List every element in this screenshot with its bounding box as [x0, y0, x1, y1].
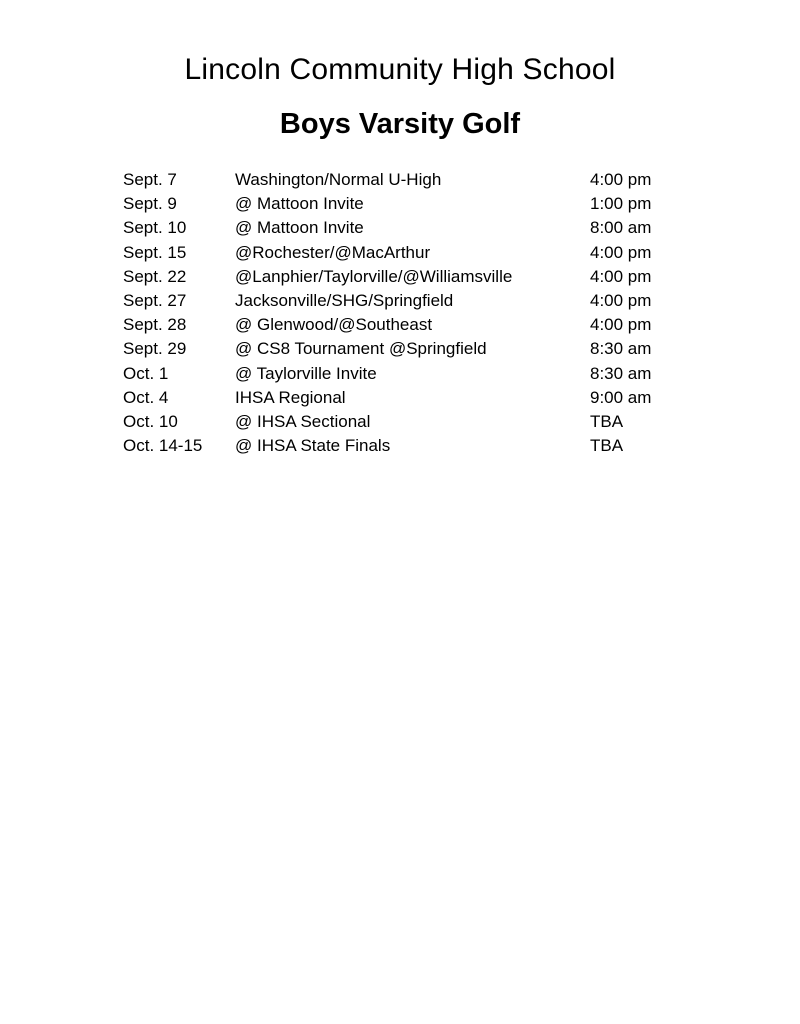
- time-cell: 4:00 pm: [590, 170, 652, 189]
- time-cell: 4:00 pm: [590, 266, 652, 286]
- schedule-row: [123, 434, 700, 458]
- opponent-cell: @ CS8 Tournament @Springfield: [235, 339, 487, 359]
- date-cell: Sept. 27: [123, 290, 187, 310]
- opponent-cell: @ Mattoon Invite: [235, 194, 364, 214]
- date-cell: Oct. 1: [123, 363, 169, 383]
- opponent-cell: @ Taylorville Invite: [235, 363, 377, 383]
- team-title: Boys Varsity Golf: [279, 108, 521, 140]
- date-cell: Sept. 15: [123, 242, 187, 262]
- date-cell: Sept. 7: [123, 170, 177, 189]
- schedule-row: [123, 168, 700, 192]
- time-cell: 8:30 am: [590, 339, 652, 359]
- schedule-row: [123, 313, 700, 337]
- date-cell: Sept. 28: [123, 315, 187, 335]
- time-cell: 4:00 pm: [590, 242, 652, 262]
- schedule-row: [123, 362, 700, 386]
- opponent-cell: Jacksonville/SHG/Springfield: [235, 290, 454, 310]
- schedule-row: [123, 241, 700, 265]
- date-cell: Sept. 9: [123, 194, 177, 214]
- time-cell: TBA: [590, 411, 624, 431]
- schedule-row: [123, 192, 700, 216]
- opponent-cell: @Lanphier/Taylorville/@Williamsville: [235, 266, 513, 286]
- time-cell: 9:00 am: [590, 387, 652, 407]
- schedule-row: [123, 410, 700, 434]
- time-cell: 4:00 pm: [590, 315, 652, 335]
- time-cell: 8:30 am: [590, 363, 652, 383]
- date-cell: Oct. 14-15: [123, 436, 203, 456]
- opponent-cell: Washington/Normal U-High: [235, 170, 442, 189]
- opponent-cell: @ IHSA State Finals: [235, 436, 391, 456]
- schedule-row: [123, 386, 700, 410]
- opponent-cell: @ IHSA Sectional: [235, 411, 371, 431]
- date-cell: Sept. 29: [123, 339, 187, 359]
- schedule-row: [123, 265, 700, 289]
- date-cell: Oct. 10: [123, 411, 178, 431]
- school-title: Lincoln Community High School: [184, 53, 616, 86]
- schedule-row: [123, 337, 700, 361]
- schedule-table: [123, 168, 700, 458]
- opponent-cell: @ Mattoon Invite: [235, 218, 364, 238]
- time-cell: TBA: [590, 436, 624, 456]
- time-cell: 4:00 pm: [590, 290, 652, 310]
- time-cell: 1:00 pm: [590, 194, 652, 214]
- date-cell: Oct. 4: [123, 387, 169, 407]
- date-cell: Sept. 22: [123, 266, 187, 286]
- time-cell: 8:00 am: [590, 218, 652, 238]
- opponent-cell: IHSA Regional: [235, 387, 346, 407]
- opponent-cell: @ Glenwood/@Southeast: [235, 315, 433, 335]
- date-cell: Sept. 10: [123, 218, 187, 238]
- schedule-row: [123, 289, 700, 313]
- schedule-row: [123, 216, 700, 240]
- opponent-cell: @Rochester/@MacArthur: [235, 242, 431, 262]
